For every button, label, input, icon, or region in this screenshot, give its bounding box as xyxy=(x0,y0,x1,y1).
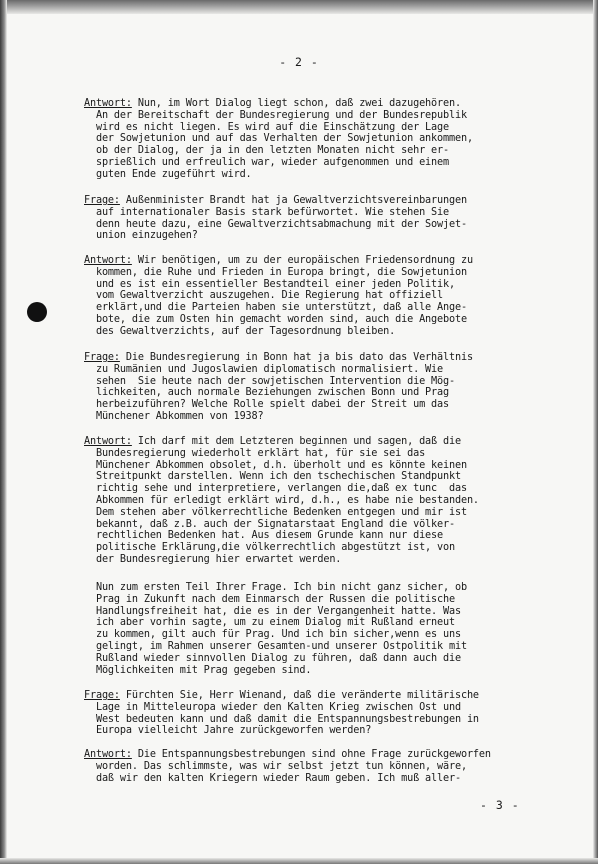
answer-text: Die Entspannungsbestrebungen sind ohne Frage zurückgeworfen worden. Das schlimmste, was wir selbst jetzt tun können, wäre, daß wir den kalten Kriegern wieder Raum geben. Ich muß aller- xyxy=(95,749,491,784)
question-text: Außenminister Brandt hat ja Gewaltverzichtsvereinbarungen auf internationaler Basis stark befürwortet. Wie stehen Sie denn heute dazu, eine Gewaltverzichtsabmachung mit der Sowjet- union einzugehen? xyxy=(95,195,467,242)
scan-border-left xyxy=(0,0,7,864)
next-page-marker: - 3 - xyxy=(480,798,520,812)
answer-text: Nun zum ersten Teil Ihrer Frage. Ich bin nicht ganz sicher, ob Prag in Zukunft nach dem Einmarsch der Russen die politische Handlungsfreiheit hat, die es in der Vergangenheit hatte. Was ich aber vorhin sagte, um zu einem Dialog mit Rußland erneut zu kommen, gilt auch für Prag. Und ich bin sicher,wenn es uns gelingt, im Rahmen unserer Gesamten-und unserer Ostpolitik mit Rußland wieder sinnvollen Dialog zu führen, daß dann auch die Möglichkeiten mit Prag gegeben sind. xyxy=(95,582,467,676)
answer-3 xyxy=(84,436,554,566)
answer-4 xyxy=(84,749,554,784)
answer-label: Antwort: xyxy=(84,255,132,266)
answer-label: Antwort: xyxy=(84,98,132,109)
answer-text: Nun, im Wort Dialog liegt schon, daß zwei dazugehören. An der Bereitschaft der Bundesregierung und der Bundesrepublik wird es nicht liegen. Es wird auf die Einschätzung der Lage der Sowjetunion und auf das Verhalten der Sowjetunion ankommen, ob der Dialog, der ja in den letzten Monaten nicht sehr er- sprießlich und erfreulich war, wieder aufgenommen und einem guten Ende zugeführt wird. xyxy=(95,98,473,180)
page-number: - 2 - xyxy=(279,55,319,69)
question-label: Frage: xyxy=(84,690,120,701)
question-2 xyxy=(84,352,554,423)
question-1 xyxy=(84,195,554,242)
answer-1 xyxy=(84,98,554,181)
scan-border-right xyxy=(593,0,598,864)
question-text: Die Bundesregierung in Bonn hat ja bis dato das Verhältnis zu Rumänien und Jugoslawien diplomatisch normalisiert. Wie sehen Sie heute nach der sowjetischen Intervention die Mög- lichkeiten, auch normale Beziehungen zwischen Bonn und Prag herbeizuführen? Welche Rolle spielt dabei der Streit um das Münchener Abkommen von 1938? xyxy=(95,352,473,422)
answer-label: Antwort: xyxy=(84,749,132,760)
question-3 xyxy=(84,690,554,737)
question-label: Frage: xyxy=(84,195,120,206)
answer-label: Antwort: xyxy=(84,436,132,447)
answer-2 xyxy=(84,255,554,338)
answer-text: Wir benötigen, um zu der europäischen Friedensordnung zu kommen, die Ruhe und Frieden in Europa bringt, die Sowjetunion und es ist ein essentieller Bestandteil einer jeden Politik, vom Gewaltverzicht auszugehen. Die Regierung hat offiziell erklärt,und die Parteien haben sie unterstützt, daß alle Ange- bote, die zum Osten hin gemacht worden sind, auch die Angebote des Gewaltverzichts, auf der Tagesordnung bleiben. xyxy=(95,255,473,337)
answer-text: Ich darf mit dem Letzteren beginnen und sagen, daß die Bundesregierung wiederholt erklärt hat, für sie sei das Münchener Abkommen obsolet, d.h. überholt und es könnte keinen Streitpunkt darstellen. Wenn ich den tschechischen Standpunkt richtig sehe und interpretiere, verlangen die,daß ex tunc das Abkommen für erledigt erklärt wird, d.h., es habe nie bestanden. Dem stehen aber völkerrechtliche Bedenken entgegen und mir ist bekannt, daß z.B. auch der Signatarstaat England die völker- rechtlichen Bedenken hat. Aus diesem Grunde kann nur diese politische Erklärung,die völkerrechtlich abgestützt ist, von der Bundesregierung hier erwartet werden. xyxy=(95,436,479,565)
question-label: Frage: xyxy=(84,352,120,363)
answer-3-paragraph-2 xyxy=(84,582,554,676)
question-text: Fürchten Sie, Herr Wienand, daß die veränderte militärische Lage in Mitteleuropa wieder den Kalten Krieg zwischen Ost und West bedeuten kann und daß damit die Entspannungsbestrebungen in Europa vielleicht Jahre zurückgeworfen werden? xyxy=(95,690,479,737)
scan-border-top xyxy=(0,0,598,14)
scan-border-bottom xyxy=(0,858,598,864)
punch-hole xyxy=(27,302,47,322)
